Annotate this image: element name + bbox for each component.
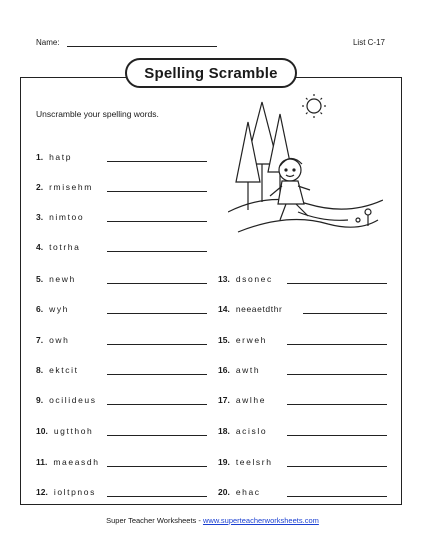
scrambled-word: newh [49, 274, 76, 284]
item-number: 13. [218, 274, 230, 284]
list-item [218, 393, 266, 405]
footer-link[interactable]: www.superteacherworksheets.com [202, 516, 319, 525]
list-item [218, 424, 267, 436]
answer-line[interactable] [287, 374, 387, 375]
answer-line[interactable] [287, 344, 387, 345]
scrambled-word: dsonec [235, 274, 273, 284]
footer [0, 516, 425, 525]
item-number: 6. [36, 304, 44, 314]
answer-line[interactable] [107, 313, 207, 314]
scrambled-word: ioltpnos [53, 487, 96, 497]
item-number: 8. [36, 365, 44, 375]
item-number: 9. [36, 395, 44, 405]
list-item [36, 424, 93, 436]
item-number: 4. [36, 242, 44, 252]
list-item [218, 302, 282, 314]
list-item [218, 363, 260, 375]
scrambled-word: wyh [49, 304, 70, 314]
list-item [218, 485, 261, 497]
answer-line[interactable] [287, 496, 387, 497]
item-number: 12. [36, 487, 48, 497]
answer-line[interactable] [287, 466, 387, 467]
scrambled-word: awth [235, 365, 261, 375]
list-item [36, 333, 70, 345]
list-item [36, 150, 72, 162]
scrambled-word: rmisehm [49, 182, 93, 192]
scrambled-word: acislo [235, 426, 268, 436]
list-item [36, 272, 76, 284]
item-number: 17. [218, 395, 230, 405]
scrambled-word: maeasdh [53, 457, 100, 467]
list-item [218, 272, 273, 284]
scrambled-word: ocilideus [49, 395, 97, 405]
scrambled-word: ehac [235, 487, 261, 497]
instructions: Unscramble your spelling words. [36, 109, 159, 119]
list-id: List C-17 [352, 38, 385, 47]
list-item [36, 210, 84, 222]
scrambled-word: hatp [49, 152, 73, 162]
name-line[interactable] [67, 46, 217, 47]
list-item [36, 180, 93, 192]
list-item [36, 393, 97, 405]
answer-line[interactable] [287, 404, 387, 405]
flower-icon [365, 209, 371, 215]
item-number: 5. [36, 274, 44, 284]
illustration-image [228, 92, 383, 247]
item-number: 3. [36, 212, 44, 222]
item-number: 18. [218, 426, 230, 436]
answer-line[interactable] [107, 283, 207, 284]
scrambled-word: erweh [235, 335, 267, 345]
item-number: 16. [218, 365, 230, 375]
item-number: 11. [36, 457, 48, 467]
list-item [218, 333, 267, 345]
scrambled-word: owh [49, 335, 70, 345]
list-item [36, 363, 79, 375]
item-number: 1. [36, 152, 44, 162]
scrambled-word: awlhe [235, 395, 267, 405]
answer-line[interactable] [287, 435, 387, 436]
scrambled-word: teelsrh [235, 457, 273, 467]
scrambled-word: ektcit [49, 365, 79, 375]
footer-text: Super Teacher Worksheets - [106, 516, 203, 525]
scrambled-word: totrha [49, 242, 81, 252]
answer-line[interactable] [303, 313, 387, 314]
answer-line[interactable] [107, 435, 207, 436]
list-item [36, 455, 100, 467]
item-number: 15. [218, 335, 230, 345]
answer-line[interactable] [107, 251, 207, 252]
answer-line[interactable] [107, 221, 207, 222]
answer-line[interactable] [287, 283, 387, 284]
scrambled-word: nimtoo [49, 212, 85, 222]
answer-line[interactable] [107, 191, 207, 192]
item-number: 10. [36, 426, 48, 436]
item-number: 20. [218, 487, 230, 497]
answer-line[interactable] [107, 496, 207, 497]
item-number: 19. [218, 457, 230, 467]
answer-line[interactable] [107, 404, 207, 405]
answer-line[interactable] [107, 344, 207, 345]
item-number: 14. [218, 304, 230, 314]
list-item [218, 455, 273, 467]
list-item [36, 485, 96, 497]
answer-line[interactable] [107, 466, 207, 467]
name-label: Name: [36, 38, 60, 47]
item-number: 7. [36, 335, 44, 345]
answer-line[interactable] [107, 161, 207, 162]
scrambled-word: neeaetdthr [235, 304, 283, 314]
sun-icon [307, 99, 321, 113]
answer-line[interactable] [107, 374, 207, 375]
scrambled-word: ugtthoh [53, 426, 94, 436]
page-title: Spelling Scramble [125, 58, 297, 88]
item-number: 2. [36, 182, 44, 192]
list-item [36, 240, 80, 252]
list-item [36, 302, 69, 314]
